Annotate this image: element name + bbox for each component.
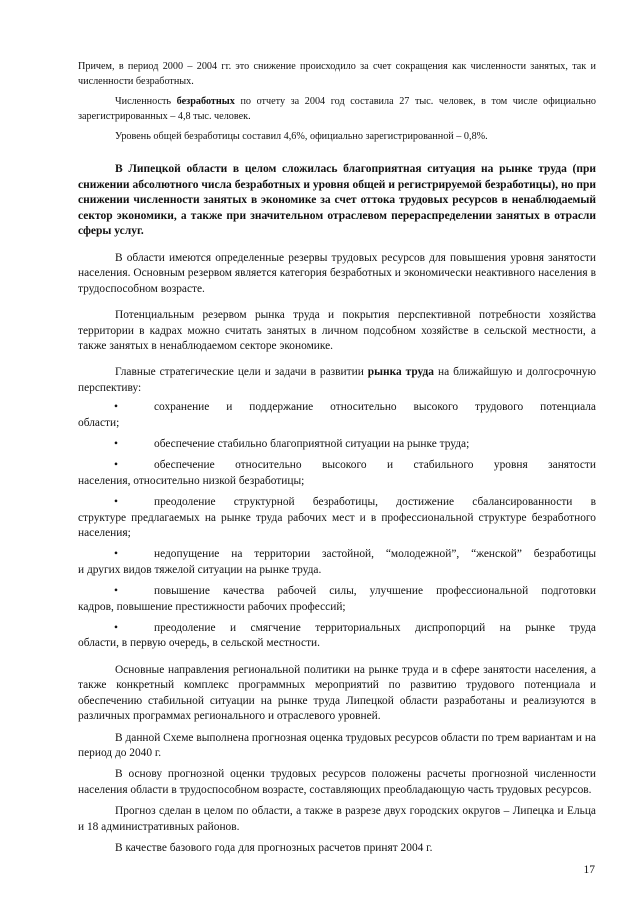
list-item-text: обеспечение относительно высокого и стабильного уровня занятости: [154, 459, 596, 472]
list-item: [78, 547, 596, 578]
list-item-text: преодоление и смягчение территориальных диспропорций на рынке труда: [154, 622, 596, 635]
bullet-icon: •: [114, 438, 118, 450]
paragraph-potential-reserve: Потенциальным резервом рынка труда и покрытия перспективной потребности хозяйства территории в кадрах можно считать занятых в личном подсобном хозяйстве в сельской местности, а также занятых в ненаблюдаемом секторе экономике.: [78, 309, 596, 352]
bullet-icon: •: [114, 548, 118, 561]
text-run: по отчету за 2004 год составила 27 тыс. человек, в том числе официально зарегистрированных – 4,8 тыс. человек.: [78, 96, 596, 122]
list-item-continuation: структуре предлагаемых на рынке труда рабочих мест и в профессиональной структуре безработного населения;: [78, 511, 596, 540]
list-item-continuation: населения, относительно низкой безработицы;: [78, 474, 305, 487]
list-item: [78, 584, 596, 615]
list-item-text: сохранение и поддержание относительно высокого трудового потенциала: [154, 401, 596, 414]
paragraph-strategic-goals: [78, 365, 596, 396]
list-item-continuation: области, в первую очередь, в сельской местности.: [78, 637, 320, 650]
paragraph-unemployment-rate: Уровень общей безработицы составил 4,6%, официально зарегистрированной – 0,8%.: [115, 131, 488, 143]
bullet-icon: •: [114, 622, 118, 635]
paragraph-reserves: В области имеются определенные резервы трудовых ресурсов для повышения уровня занятости населения. Основным резервом является категория безработных и экономически неактивного населения в трудоспособном возрасте.: [78, 251, 596, 295]
paragraph-forecast-basis: В основу прогнозной оценки трудовых ресурсов положены расчеты прогнозной численности населения области в трудоспособном возрасте, составляющих преобладающую часть трудовых ресурсов.: [78, 768, 596, 796]
list-item: [78, 495, 596, 541]
text-run: Численность: [115, 96, 177, 108]
bullet-icon: •: [114, 401, 118, 414]
paragraph-unemployed-count: [78, 95, 596, 124]
document-page: [78, 60, 596, 856]
list-item: [78, 437, 596, 452]
list-item-text: недопущение на территории застойной, “молодежной”, “женской” безработицы: [154, 548, 596, 561]
paragraph-policy-directions: Основные направления региональной политики на рынке труда и в сфере занятости населения, а также конкретный комплекс программных мероприятий по развитию трудового потенциала и обеспечению стабильной ситуации на рынке труда Липецкой области разработаны и реализуются в различных программах регионального и отраслевого уровней.: [78, 663, 596, 723]
list-item: [78, 458, 596, 489]
list-item-text: преодоление структурной безработицы, достижение сбалансированности в: [154, 496, 596, 509]
list-item-continuation: и других видов тяжелой ситуации на рынке труда.: [78, 563, 322, 576]
text-run: на ближайшую и долгосрочную перспективу:: [78, 366, 596, 394]
list-item: [78, 621, 596, 652]
list-item: [78, 400, 596, 431]
bold-term-labor-market: рынка труда: [367, 366, 434, 379]
list-item-continuation: области;: [78, 416, 120, 429]
page-number: 17: [583, 864, 595, 876]
goals-bullet-list: [78, 400, 596, 652]
paragraph-base-year: В качестве базового года для прогнозных расчетов принят 2004 г.: [115, 841, 433, 854]
bullet-icon: •: [114, 459, 118, 472]
list-item-continuation: кадров, повышение престижности рабочих профессий;: [78, 600, 346, 613]
bullet-icon: •: [114, 585, 118, 598]
bold-term-unemployed: безработных: [176, 96, 235, 108]
paragraph-forecast-variants: В данной Схеме выполнена прогнозная оценка трудовых ресурсов области по трем вариантам и на период до 2040 г.: [78, 731, 596, 759]
bold-summary-paragraph: В Липецкой области в целом сложилась благоприятная ситуация на рынке труда (при снижении абсолютного числа безработных и уровня общей и регистрируемой безработицы), но при снижении численности занятых в экономике за счет оттока трудовых ресурсов в ненаблюдаемый сектор экономики, а также при значительном отраслевом перераспределении занятых в отрасли сферы услуг.: [78, 162, 596, 238]
paragraph-1: Причем, в период 2000 – 2004 гг. это снижение происходило за счет сокращения как численности занятых, так и численности безработных.: [78, 61, 596, 87]
list-item-text: повышение качества рабочей силы, улучшение профессиональной подготовки: [154, 585, 596, 598]
bullet-icon: •: [114, 496, 118, 509]
text-run: Главные стратегические цели и задачи в развитии: [115, 366, 368, 379]
list-item-text: обеспечение стабильно благоприятной ситуации на рынке труда;: [154, 438, 470, 450]
paragraph-forecast-scope: Прогноз сделан в целом по области, а также в разрезе двух городских округов – Липецка и Ельца и 18 административных районов.: [78, 805, 596, 833]
